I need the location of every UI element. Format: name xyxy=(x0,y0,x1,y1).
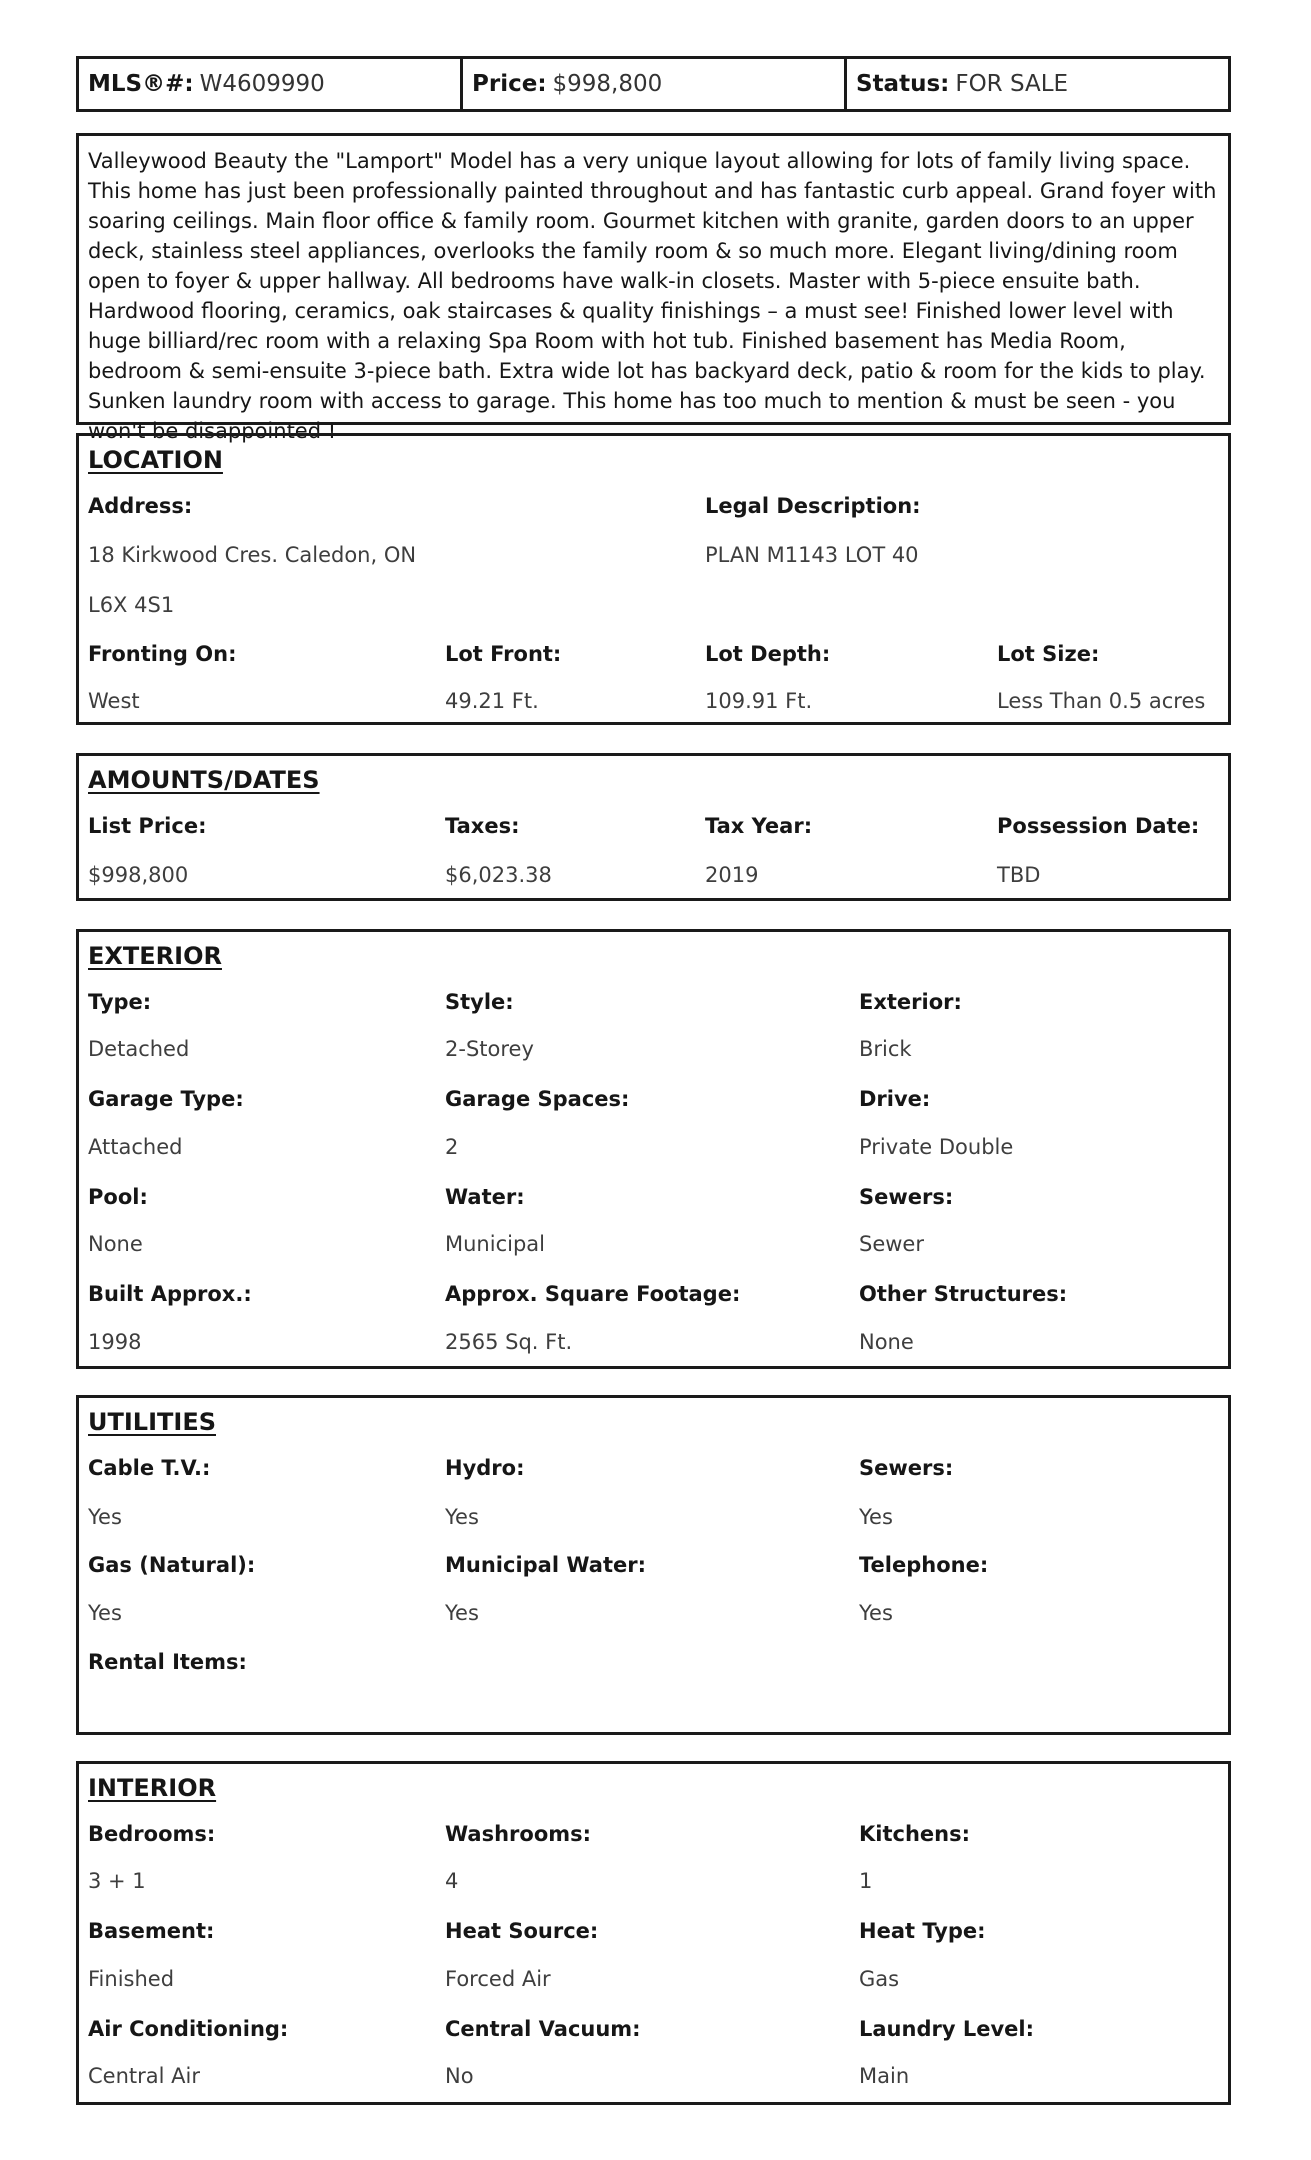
exterior-value: Brick xyxy=(859,1037,912,1061)
lot-size-label: Lot Size: xyxy=(997,642,1100,666)
interior-label: Kitchens: xyxy=(859,1822,970,1846)
exterior-value: None xyxy=(859,1330,914,1354)
interior-value: Finished xyxy=(88,1967,175,1991)
legal-description-label: Legal Description: xyxy=(705,494,921,518)
interior-label: Laundry Level: xyxy=(859,2017,1034,2041)
interior-label: Heat Source: xyxy=(445,1919,599,1943)
utility-value: Yes xyxy=(445,1505,479,1529)
exterior-label: Water: xyxy=(445,1185,525,1209)
exterior-label: Drive: xyxy=(859,1087,931,1111)
legal-description-value: PLAN M1143 LOT 40 xyxy=(705,543,919,567)
exterior-value: Attached xyxy=(88,1135,183,1159)
utilities-section xyxy=(76,1395,1231,1735)
interior-value: Main xyxy=(859,2064,910,2088)
price-cell xyxy=(463,59,847,109)
exterior-value: 1998 xyxy=(88,1330,142,1354)
status-value: FOR SALE xyxy=(955,71,1069,97)
interior-label: Air Conditioning: xyxy=(88,2017,289,2041)
price-label: Price: xyxy=(472,71,547,97)
interior-value: Forced Air xyxy=(445,1967,551,1991)
exterior-title: EXTERIOR xyxy=(88,942,222,970)
exterior-label: Sewers: xyxy=(859,1185,954,1209)
possession-label: Possession Date: xyxy=(997,814,1200,838)
mls-label: MLS®#: xyxy=(88,71,194,97)
utility-value: Yes xyxy=(88,1505,122,1529)
interior-value: 3 + 1 xyxy=(88,1869,146,1893)
exterior-value: Municipal xyxy=(445,1232,545,1256)
utility-label: Sewers: xyxy=(859,1456,954,1480)
amounts-title: AMOUNTS/DATES xyxy=(88,766,320,794)
location-title: LOCATION xyxy=(88,446,223,474)
status-cell xyxy=(847,59,1228,109)
interior-label: Washrooms: xyxy=(445,1822,592,1846)
taxes-label: Taxes: xyxy=(445,814,520,838)
fronting-value: West xyxy=(88,689,140,713)
description-text: Valleywood Beauty the "Lamport" Model has a very unique layout allowing for lots of family living space. This home has just been professionally painted throughout and has fantastic curb appeal. Grand foyer with soaring ceilings. Main floor office & family room. Gourmet kitchen with granite, garden doors to an upper deck, stainless steel appliances, overlooks the family room & so much more. Elegant living/dining room open to foyer & upper hallway. All bedrooms have walk-in closets. Master with 5-piece ensuite bath. Hardwood flooring, ceramics, oak staircases & quality finishings – a must see! Finished lower level with huge billiard/rec room with a relaxing Spa Room with hot tub. Finished basement has Media Room, bedroom & semi-ensuite 3-piece bath. Extra wide lot has backyard deck, patio & room for the kids to play. Sunken laundry room with access to garage. This home has too much to mention & must be seen - you won't be disappointed ! xyxy=(88,149,1217,443)
taxes-value: $6,023.38 xyxy=(445,863,552,887)
price-value: $998,800 xyxy=(552,71,663,97)
exterior-value: Detached xyxy=(88,1037,190,1061)
exterior-label: Garage Type: xyxy=(88,1087,244,1111)
interior-label: Heat Type: xyxy=(859,1919,986,1943)
amounts-section xyxy=(76,753,1231,901)
exterior-label: Exterior: xyxy=(859,990,962,1014)
interior-label: Bedrooms: xyxy=(88,1822,216,1846)
list-price-label: List Price: xyxy=(88,814,207,838)
lot-front-label: Lot Front: xyxy=(445,642,562,666)
exterior-label: Style: xyxy=(445,990,514,1014)
utility-value: Yes xyxy=(859,1505,893,1529)
tax-year-label: Tax Year: xyxy=(705,814,813,838)
location-section xyxy=(76,433,1231,725)
utility-label: Hydro: xyxy=(445,1456,525,1480)
exterior-label: Pool: xyxy=(88,1185,148,1209)
lot-front-value: 49.21 Ft. xyxy=(445,689,539,713)
utility-label: Gas (Natural): xyxy=(88,1553,256,1577)
interior-section xyxy=(76,1761,1231,2105)
utilities-title: UTILITIES xyxy=(88,1408,216,1436)
exterior-value: Private Double xyxy=(859,1135,1014,1159)
exterior-label: Garage Spaces: xyxy=(445,1087,630,1111)
exterior-value: None xyxy=(88,1232,143,1256)
exterior-label: Approx. Square Footage: xyxy=(445,1282,741,1306)
utility-value: Yes xyxy=(859,1601,893,1625)
status-label: Status: xyxy=(856,71,950,97)
interior-label: Central Vacuum: xyxy=(445,2017,641,2041)
interior-label: Basement: xyxy=(88,1919,215,1943)
list-price-value: $998,800 xyxy=(88,863,189,887)
address-label: Address: xyxy=(88,494,193,518)
exterior-value: Sewer xyxy=(859,1232,924,1256)
lot-depth-value: 109.91 Ft. xyxy=(705,689,813,713)
rental-items-label: Rental Items: xyxy=(88,1650,247,1674)
interior-value: 4 xyxy=(445,1869,459,1893)
utility-label: Cable T.V.: xyxy=(88,1456,211,1480)
mls-value: W4609990 xyxy=(199,71,325,97)
interior-title: INTERIOR xyxy=(88,1774,217,1802)
tax-year-value: 2019 xyxy=(705,863,759,887)
exterior-label: Other Structures: xyxy=(859,1282,1068,1306)
address-line2: L6X 4S1 xyxy=(88,593,175,617)
possession-value: TBD xyxy=(997,863,1041,887)
exterior-value: 2 xyxy=(445,1135,459,1159)
listing-header xyxy=(76,56,1231,112)
address-line1: 18 Kirkwood Cres. Caledon, ON xyxy=(88,543,417,567)
utility-label: Telephone: xyxy=(859,1553,989,1577)
interior-value: Central Air xyxy=(88,2064,200,2088)
utility-value: Yes xyxy=(88,1601,122,1625)
lot-depth-label: Lot Depth: xyxy=(705,642,831,666)
utility-value: Yes xyxy=(445,1601,479,1625)
fronting-label: Fronting On: xyxy=(88,642,237,666)
lot-size-value: Less Than 0.5 acres xyxy=(997,689,1206,713)
exterior-value: 2-Storey xyxy=(445,1037,534,1061)
utility-label: Municipal Water: xyxy=(445,1553,646,1577)
interior-value: Gas xyxy=(859,1967,900,1991)
description-box xyxy=(76,133,1231,443)
interior-value: 1 xyxy=(859,1869,873,1893)
exterior-label: Built Approx.: xyxy=(88,1282,252,1306)
exterior-section xyxy=(76,929,1231,1369)
exterior-label: Type: xyxy=(88,990,152,1014)
mls-cell xyxy=(79,59,463,109)
exterior-value: 2565 Sq. Ft. xyxy=(445,1330,573,1354)
interior-value: No xyxy=(445,2064,474,2088)
